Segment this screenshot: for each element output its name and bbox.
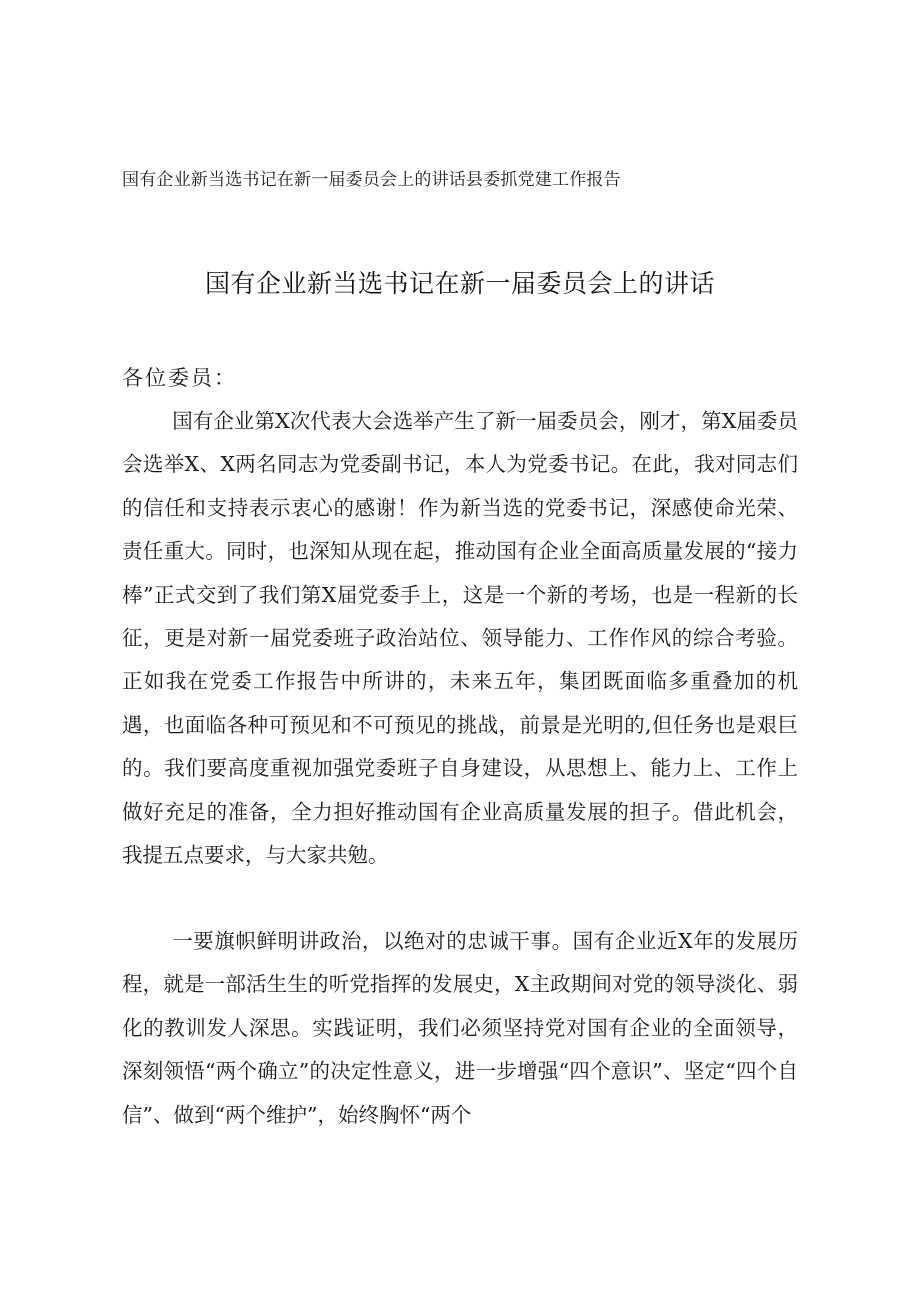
- document-title: 国有企业新当选书记在新一届委员会上的讲话: [204, 269, 715, 298]
- salutation: 各位委员：: [122, 366, 237, 390]
- body-paragraph-1: 国有企业第X次代表大会选举产生了新一届委员会，刚才，第X届委员会选举X、X两名同志为党委副书记，本人为党委书记。在此，我对同志们的信任和支持表示衷心的感谢！作为新当选的党委书记，深感使命光荣、责任重大。同时，也深知从现在起，推动国有企业全面高质量发展的“接力棒”正式交到了我们第X届党委手上，这是一个新的考场，也是一程新的长征，更是对新一届党委班子政治站位、领导能力、工作作风的综合考验。正如我在党委工作报告中所讲的，未来五年，集团既面临多重叠加的机遇，也面临各种可预见和不可预见的挑战，前景是光明的,但任务也是艰巨的。我们要高度重视加强党委班子自身建设，从思想上、能力上、工作上做好充足的准备，全力担好推动国有企业高质量发展的担子。借此机会，我提五点要求，与大家共勉。: [122, 409, 798, 868]
- document-header: 国有企业新当选书记在新一届委员会上的讲话县委抓党建工作报告: [122, 170, 621, 190]
- body-paragraph-2: 一要旗帜鲜明讲政治，以绝对的忠诚干事。国有企业近X年的发展历程，就是一部活生生的听党指挥的发展史，X主政期间对党的领导淡化、弱化的教训发人深思。实践证明，我们必须坚持党对国有企业的全面领导，深刻领悟“两个确立”的决定性意义，进一步增强“四个意识”、坚定“四个自信”、做到“两个维护”，始终胸怀“两个: [122, 929, 798, 1127]
